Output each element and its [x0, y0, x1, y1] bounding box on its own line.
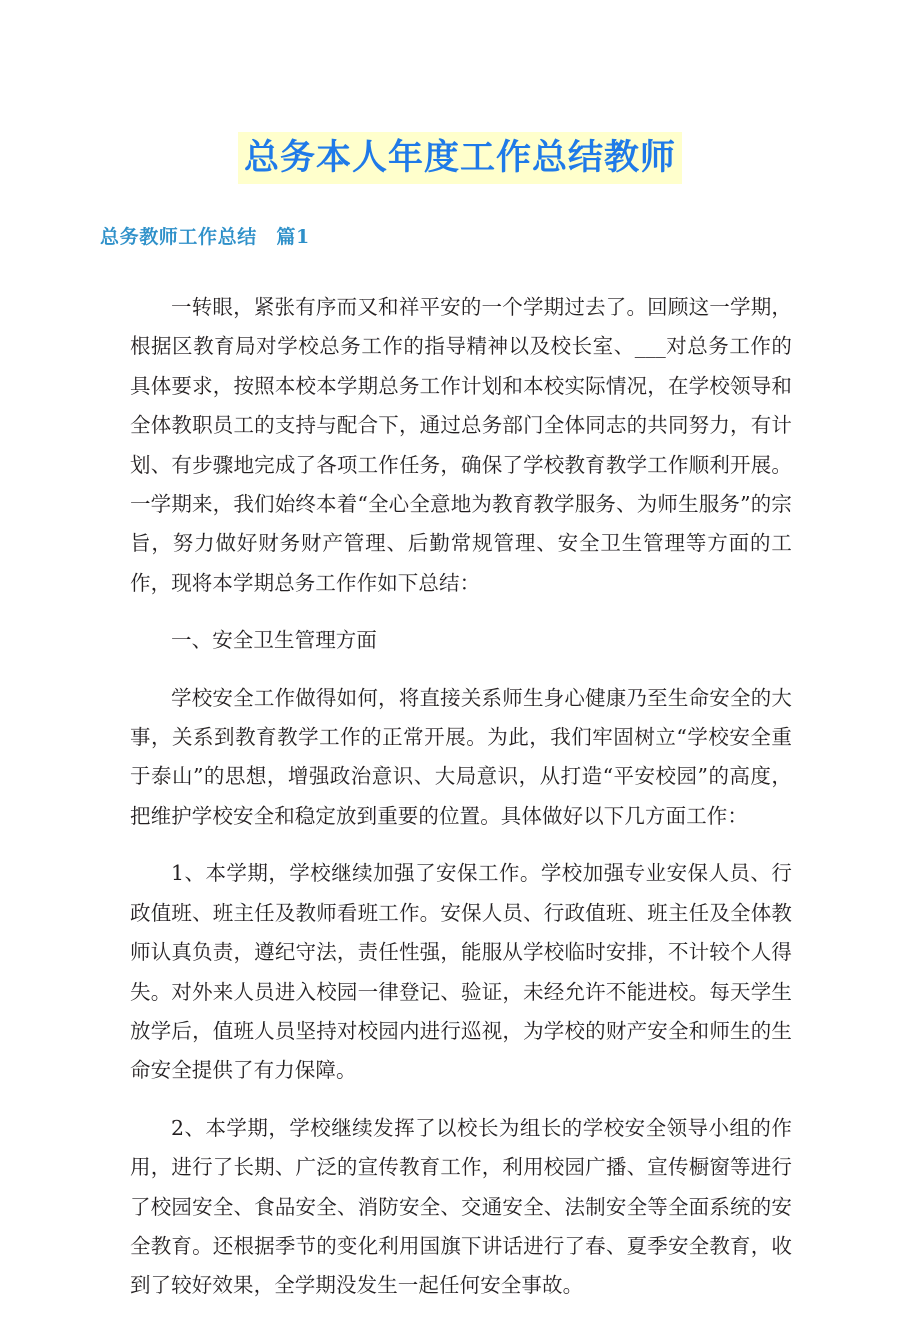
paragraph-safety-overview: 学校安全工作做得如何，将直接关系师生身心健康乃至生命安全的大事，关系到教育教学工作的正常开展。为此，我们牢固树立“学校安全重于泰山”的思想，增强政治意识、大局意识，从打造“平安校园”的高度，把维护学校安全和稳定放到重要的位置。具体做好以下几方面工作：	[130, 685, 792, 828]
section-sub-heading: 总务教师工作总结 篇1	[100, 226, 310, 248]
paragraph-heading-1: 一、安全卫生管理方面	[171, 628, 377, 653]
paragraph-intro: 一转眼，紧张有序而又和祥平安的一个学期过去了。回顾这一学期，根据区教育局对学校总务工作的指导精神以及校长室、___对总务工作的具体要求，按照本校本学期总务工作计划和本校实际情况，在学校领导和全体教职员工的支持与配合下，通过总务部门全体同志的共同努力，有计划、有步骤地完成了各项工作任务，确保了学校教育教学工作顺利开展。一学期来，我们始终本着“全心全意地为教育教学服务、为师生服务”的宗旨，努力做好财务财产管理、后勤常规管理、安全卫生管理等方面的工作，现将本学期总务工作作如下总结：	[130, 295, 792, 595]
paragraph-item-2: 2、本学期，学校继续发挥了以校长为组长的学校安全领导小组的作用，进行了长期、广泛的宣传教育工作，利用校园广播、宣传橱窗等进行了校园安全、食品安全、消防安全、交通安全、法制安全等全面系统的安全教育。还根据季节的变化利用国旗下讲话进行了春、夏季安全教育，收到了较好效果，全学期没发生一起任何安全事故。	[130, 1115, 792, 1298]
document-title-container	[0, 132, 920, 184]
page-title: 总务本人年度工作总结教师	[238, 132, 682, 184]
document-body	[130, 288, 792, 1324]
paragraph-item-1: 1、本学期，学校继续加强了安保工作。学校加强专业安保人员、行政值班、班主任及教师看班工作。安保人员、行政值班、班主任及全体教师认真负责，遵纪守法，责任性强，能服从学校临时安排，不计较个人得失。对外来人员进入校园一律登记、验证，未经允许不能进校。每天学生放学后，值班人员坚持对校园内进行巡视，为学校的财产安全和师生的生命安全提供了有力保障。	[130, 861, 792, 1083]
